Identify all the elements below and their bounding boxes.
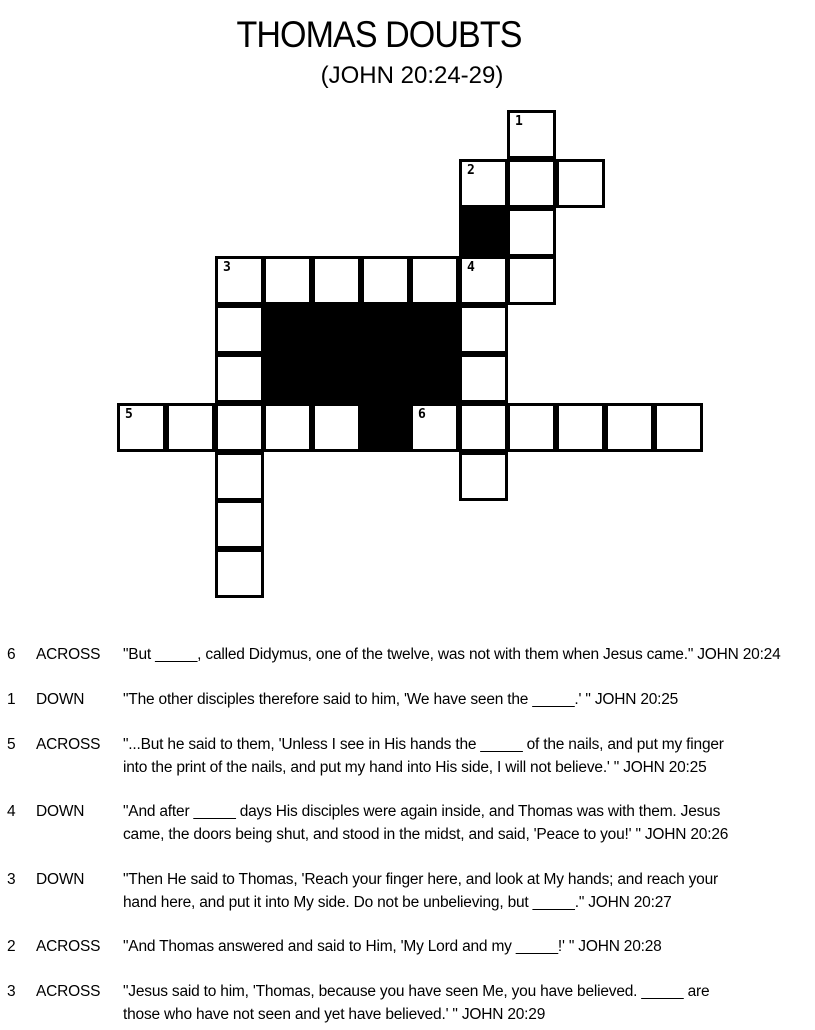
grid-cell[interactable] [410, 256, 459, 305]
clue-number-label: 6 [418, 407, 426, 422]
black-cell [361, 403, 410, 452]
grid-cell[interactable] [507, 110, 556, 159]
grid-cell[interactable] [507, 208, 556, 257]
black-cell [312, 354, 361, 403]
clue-text: "And after _____ days His disciples were again inside, and Thomas was with them. Jesus came, the doors being shut, and stood in the midst, and said, 'Peace to you!' " JOHN 20:26 [123, 803, 729, 843]
clue-number-label: 5 [125, 407, 133, 422]
clue-direction: DOWN [36, 871, 85, 888]
grid-cell[interactable] [459, 403, 508, 452]
grid-cell[interactable] [556, 403, 605, 452]
clue-direction: DOWN [36, 803, 85, 820]
grid-cell[interactable] [507, 403, 556, 452]
clue-text: "Jesus said to him, 'Thomas, because you have seen Me, you have believed. _____ are those who have not seen and yet have believed.' " JOHN 20:29 [123, 983, 710, 1023]
black-cell [361, 305, 410, 354]
clue-number: 2 [7, 938, 16, 955]
clue-direction: DOWN [36, 691, 85, 708]
black-cell [312, 305, 361, 354]
black-cell [410, 305, 459, 354]
clue-number: 5 [7, 736, 16, 753]
grid-cell[interactable] [215, 256, 264, 305]
grid-cell[interactable] [459, 354, 508, 403]
grid-cell[interactable] [507, 256, 556, 305]
grid-cell[interactable] [215, 354, 264, 403]
grid-cell[interactable] [459, 452, 508, 501]
clue-number: 1 [7, 691, 16, 708]
clue-text: "...But he said to them, 'Unless I see in His hands the _____ of the nails, and put my finger into the print of the nails, and put my hand into His side, I will not believe.' " JOHN 20:25 [123, 736, 724, 776]
grid-cell[interactable] [654, 403, 703, 452]
grid-cell[interactable] [117, 403, 166, 452]
clue-number: 3 [7, 871, 16, 888]
clue-direction: ACROSS [36, 983, 101, 1000]
grid-cell[interactable] [507, 159, 556, 208]
clue-number-label: 2 [467, 163, 475, 178]
clue-number: 6 [7, 646, 16, 663]
grid-cell[interactable] [459, 256, 508, 305]
grid-cell[interactable] [312, 403, 361, 452]
clue-text: "But _____, called Didymus, one of the twelve, was not with them when Jesus came." JOHN 20:24 [123, 646, 781, 663]
grid-cell[interactable] [166, 403, 215, 452]
grid-cell[interactable] [459, 159, 508, 208]
grid-cell[interactable] [263, 403, 312, 452]
black-cell [410, 354, 459, 403]
clue-direction: ACROSS [36, 736, 101, 753]
black-cell [263, 354, 312, 403]
clue-number-label: 3 [223, 260, 231, 275]
puzzle-title: THOMAS DOUBTS [236, 14, 522, 55]
clue-number: 4 [7, 803, 16, 820]
clue-text: "The other disciples therefore said to him, 'We have seen the _____.' " JOHN 20:25 [123, 691, 679, 708]
grid-cell[interactable] [263, 256, 312, 305]
grid-cell[interactable] [459, 305, 508, 354]
black-cell [263, 305, 312, 354]
puzzle-subtitle: (JOHN 20:24-29) [320, 62, 504, 89]
clue-number-label: 1 [515, 114, 523, 129]
grid-cell[interactable] [312, 256, 361, 305]
grid-cell[interactable] [556, 159, 605, 208]
black-cell [459, 208, 508, 257]
clue-text: "And Thomas answered and said to Him, 'My Lord and my _____!' " JOHN 20:28 [123, 938, 662, 955]
clue-number-label: 4 [467, 260, 475, 275]
grid-cell[interactable] [361, 256, 410, 305]
clue-text: "Then He said to Thomas, 'Reach your finger here, and look at My hands; and reach your hand here, and put it into My side. Do not be unbelieving, but _____." JOHN 20:27 [123, 871, 718, 911]
grid-cell[interactable] [215, 549, 264, 598]
grid-cell[interactable] [410, 403, 459, 452]
clue-direction: ACROSS [36, 646, 101, 663]
grid-cell[interactable] [605, 403, 654, 452]
clue-direction: ACROSS [36, 938, 101, 955]
grid-cell[interactable] [215, 305, 264, 354]
black-cell [361, 354, 410, 403]
grid-cell[interactable] [215, 452, 264, 501]
grid-cell[interactable] [215, 500, 264, 549]
grid-cell[interactable] [215, 403, 264, 452]
clue-number: 3 [7, 983, 16, 1000]
